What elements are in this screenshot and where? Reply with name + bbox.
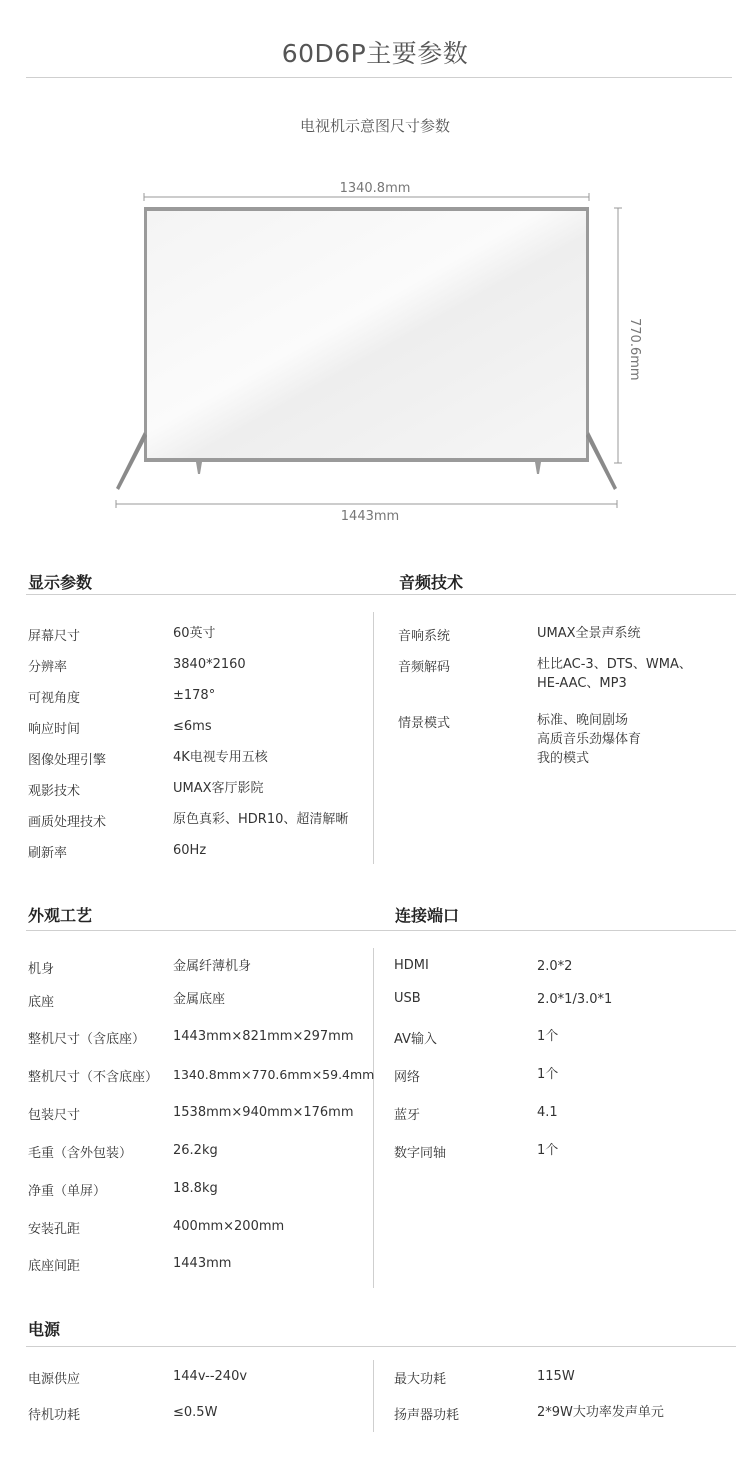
ports-row-label: 网络 xyxy=(394,1070,421,1085)
display-row-value: 3840*2160 xyxy=(173,657,246,672)
appearance-row-value: 1443mm xyxy=(173,1256,232,1271)
display-audio-column-divider xyxy=(373,612,374,864)
tv-dimension-diagram xyxy=(100,170,650,530)
power-row-label: 扬声器功耗 xyxy=(394,1408,460,1423)
display-section-title: 显示参数 xyxy=(28,573,93,592)
appearance-ports-column-divider xyxy=(373,948,374,1288)
height-label: 770.6mm xyxy=(627,318,642,381)
ports-row-value: 1个 xyxy=(537,1143,559,1158)
audio-row-label: 音频解码 xyxy=(398,660,451,675)
appearance-row-value: 1340.8mm×770.6mm×59.4mm xyxy=(173,1067,375,1082)
ports-row-label: HDMI xyxy=(394,958,429,973)
display-row-value: 4K电视专用五核 xyxy=(173,750,268,765)
display-row-label: 图像处理引擎 xyxy=(28,753,107,768)
appearance-row-value: 400mm×200mm xyxy=(173,1219,285,1234)
audio-row-value-line: 杜比AC-3、DTS、WMA、 xyxy=(537,657,692,672)
display-row-value: 60英寸 xyxy=(173,626,216,641)
power-divider xyxy=(26,1346,736,1347)
ports-row-label: USB xyxy=(394,991,421,1006)
power-row-value: ≤0.5W xyxy=(173,1405,218,1420)
display-audio-divider xyxy=(26,594,736,595)
appearance-ports-divider xyxy=(26,930,736,931)
display-row-label: 刷新率 xyxy=(28,846,68,861)
appearance-row-label: 毛重（含外包装） xyxy=(28,1146,133,1161)
appearance-row-label: 整机尺寸（含底座） xyxy=(28,1032,146,1047)
diagram-title: 电视机示意图尺寸参数 xyxy=(299,117,450,135)
audio-row-value: UMAX全景声系统 xyxy=(537,626,641,641)
display-row-label: 可视角度 xyxy=(28,691,81,706)
tv-screen xyxy=(147,211,586,458)
power-section-title: 电源 xyxy=(28,1320,61,1339)
appearance-row-label: 安装孔距 xyxy=(28,1222,81,1237)
right-leg xyxy=(586,432,617,490)
audio-section-title: 音频技术 xyxy=(399,573,464,592)
base-width-label: 1443mm xyxy=(340,509,400,524)
power-row-label: 电源供应 xyxy=(28,1372,81,1387)
audio-row-value-line: HE-AAC、MP3 xyxy=(537,676,627,691)
display-row-label: 画质处理技术 xyxy=(28,815,107,830)
appearance-row-label: 底座间距 xyxy=(28,1259,81,1274)
ports-row-label: AV输入 xyxy=(394,1032,437,1047)
display-row-value: ±178° xyxy=(173,688,216,703)
appearance-row-value: 18.8kg xyxy=(173,1181,218,1196)
audio-row-label: 音响系统 xyxy=(398,629,451,644)
ports-row-value: 2.0*1/3.0*1 xyxy=(537,992,613,1007)
appearance-row-label: 底座 xyxy=(28,995,55,1010)
display-row-label: 屏幕尺寸 xyxy=(28,629,81,644)
ports-row-value: 2.0*2 xyxy=(537,959,573,974)
audio-row-label: 情景模式 xyxy=(398,716,451,731)
appearance-row-value: 1538mm×940mm×176mm xyxy=(173,1105,354,1120)
appearance-row-value: 金属纤薄机身 xyxy=(173,959,252,974)
display-row-label: 分辨率 xyxy=(28,660,68,675)
ports-row-label: 数字同轴 xyxy=(394,1146,447,1161)
display-row-value: 原色真彩、HDR10、超清解晰 xyxy=(173,812,349,827)
display-row-value: UMAX客厅影院 xyxy=(173,781,264,796)
power-row-value: 115W xyxy=(537,1369,575,1384)
ports-row-label: 蓝牙 xyxy=(394,1108,421,1123)
audio-row-value-line: 我的模式 xyxy=(537,751,590,766)
appearance-section-title: 外观工艺 xyxy=(28,906,93,925)
appearance-row-label: 净重（单屏） xyxy=(28,1184,107,1199)
appearance-row-label: 包装尺寸 xyxy=(28,1108,81,1123)
power-row-value: 144v--240v xyxy=(173,1369,248,1384)
appearance-row-value: 金属底座 xyxy=(173,992,226,1007)
power-row-value: 2*9W大功率发声单元 xyxy=(537,1405,664,1420)
audio-row-value-line: 高质音乐劲爆体育 xyxy=(537,732,642,747)
power-column-divider xyxy=(373,1360,374,1432)
power-row-label: 待机功耗 xyxy=(28,1408,81,1423)
appearance-row-label: 整机尺寸（不含底座） xyxy=(28,1070,159,1085)
display-row-label: 观影技术 xyxy=(28,784,81,799)
appearance-row-value: 26.2kg xyxy=(173,1143,218,1158)
display-row-label: 响应时间 xyxy=(28,722,81,737)
appearance-row-value: 1443mm×821mm×297mm xyxy=(173,1029,354,1044)
ports-row-value: 1个 xyxy=(537,1029,559,1044)
width-label: 1340.8mm xyxy=(339,181,411,196)
power-row-label: 最大功耗 xyxy=(394,1372,447,1387)
page-title: 60D6P主要参数 xyxy=(281,39,469,68)
ports-section-title: 连接端口 xyxy=(395,906,460,925)
ports-row-value: 4.1 xyxy=(537,1105,558,1120)
audio-row-value-line: 标准、晚间剧场 xyxy=(537,713,629,728)
left-leg xyxy=(116,432,147,490)
display-row-value: ≤6ms xyxy=(173,719,212,734)
appearance-row-label: 机身 xyxy=(28,962,55,977)
ports-row-value: 1个 xyxy=(537,1067,559,1082)
display-row-value: 60Hz xyxy=(173,843,207,858)
title-divider xyxy=(26,77,732,78)
